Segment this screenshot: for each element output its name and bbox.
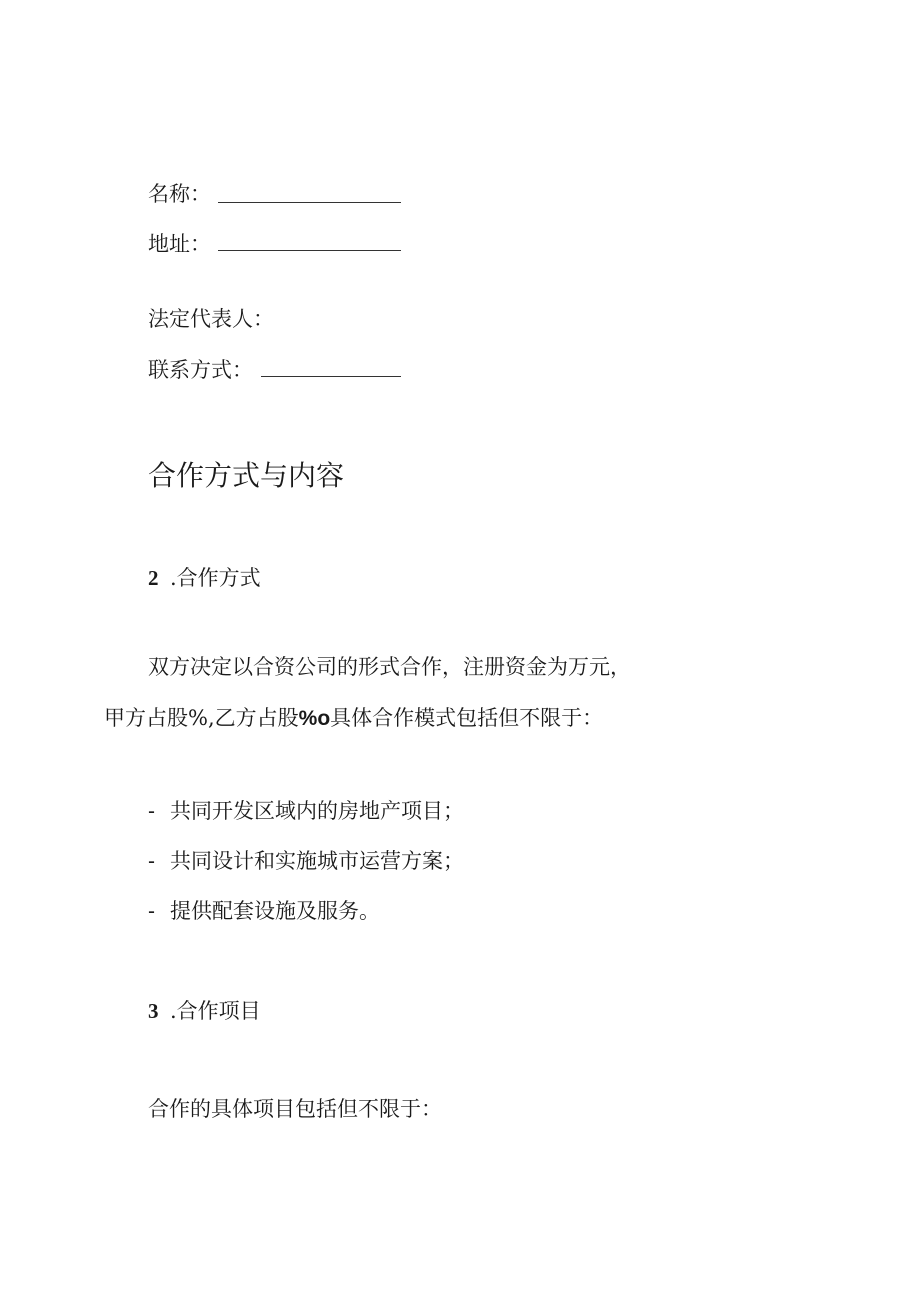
address-blank-line xyxy=(218,250,401,251)
section3-number: 3 xyxy=(148,999,159,1023)
list-item xyxy=(148,797,464,826)
section3-intro xyxy=(148,1095,442,1123)
section3-intro-text: 合作的具体项目包括但不限于： xyxy=(148,1097,442,1121)
dash-icon: - xyxy=(148,800,155,823)
dash-icon: - xyxy=(148,900,155,923)
legal-rep-field-row xyxy=(148,305,274,333)
section2-paragraph-line2 xyxy=(104,704,603,733)
section-heading: 合作方式与内容 xyxy=(148,459,345,492)
section2-paragraph-text1: 双方决定以合资公司的形式合作，注册资金为万元， xyxy=(148,655,631,679)
dash-icon: - xyxy=(148,850,155,873)
list-item-text: 提供配套设施及服务。 xyxy=(170,899,380,923)
name-blank-line xyxy=(218,202,401,203)
section2-title-text: .合作方式 xyxy=(170,566,261,590)
list-item xyxy=(148,897,380,926)
legal-rep-label: 法定代表人： xyxy=(148,307,274,331)
section2-paragraph-text2a: 甲方占股%,乙方占股 xyxy=(104,706,299,730)
section3-title-text: .合作项目 xyxy=(170,999,261,1023)
address-field-row xyxy=(148,230,211,258)
section3-title xyxy=(148,997,261,1025)
list-item xyxy=(148,847,464,876)
list-item-text: 共同开发区域内的房地产项目； xyxy=(170,799,464,823)
section2-number: 2 xyxy=(148,566,159,590)
contact-blank-line xyxy=(261,376,401,377)
list-item-text: 共同设计和实施城市运营方案； xyxy=(170,849,464,873)
name-field-row xyxy=(148,180,211,208)
contact-field-row xyxy=(148,356,253,384)
address-label: 地址： xyxy=(148,232,211,256)
section2-paragraph-bold: %o xyxy=(298,707,331,730)
name-label: 名称： xyxy=(148,182,211,206)
contact-label: 联系方式： xyxy=(148,358,253,382)
section2-paragraph-text2b: 具体合作模式包括但不限于： xyxy=(330,706,604,730)
section2-title xyxy=(148,564,261,592)
section2-paragraph-line1 xyxy=(148,653,631,681)
